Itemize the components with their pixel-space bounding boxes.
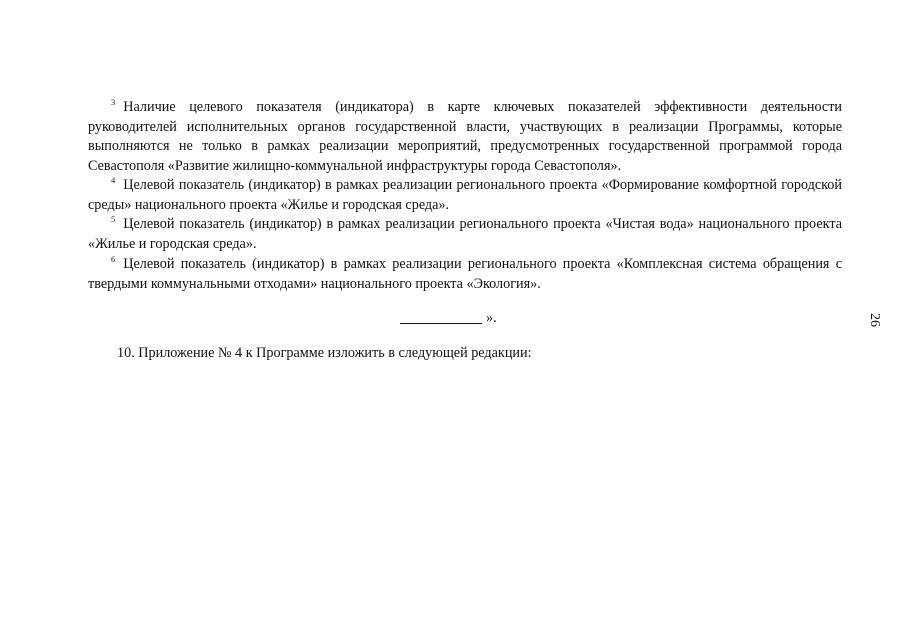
footnote-5	[88, 215, 842, 254]
footnote-3	[88, 98, 842, 176]
item-10-paragraph: 10. Приложение № 4 к Программе изложить в следующей редакции:	[117, 345, 532, 361]
footnote-3-text: Наличие целевого показателя (индикатора) в карте ключевых показателей эффективности деятельности руководителей исполнительных органов государственной власти, участвующих в реализации Программы, которые выполняются не только в рамках реализации мероприятий, предусмотренных государственной программой города Севастополя «Развитие жилищно-коммунальной инфраструктуры города Севастополя».	[88, 99, 842, 174]
footnote-5-text: Целевой показатель (индикатор) в рамках реализации регионального проекта «Чистая вода» национального проекта «Жилье и городская среда».	[88, 216, 842, 253]
footnote-4-mark: 4	[111, 174, 116, 185]
footnote-5-mark: 5	[111, 214, 116, 225]
closing-rule	[400, 323, 482, 324]
footnote-6-text: Целевой показатель (индикатор) в рамках реализации регионального проекта «Комплексная система обращения с твердыми коммунальными отходами» национального проекта «Экология».	[88, 255, 842, 292]
footnotes-block	[88, 98, 842, 294]
footnote-3-mark: 3	[111, 97, 116, 107]
page-number: 26	[867, 313, 882, 327]
footnote-4	[88, 176, 842, 215]
closing-quote-mark: ».	[486, 310, 497, 326]
footnote-6-mark: 6	[111, 253, 116, 264]
footnote-4-text: Целевой показатель (индикатор) в рамках реализации регионального проекта «Формирование комфортной городской среды» национального проекта «Жилье и городская среда».	[88, 176, 842, 214]
closing-line	[400, 309, 497, 328]
footnote-6	[88, 255, 842, 294]
